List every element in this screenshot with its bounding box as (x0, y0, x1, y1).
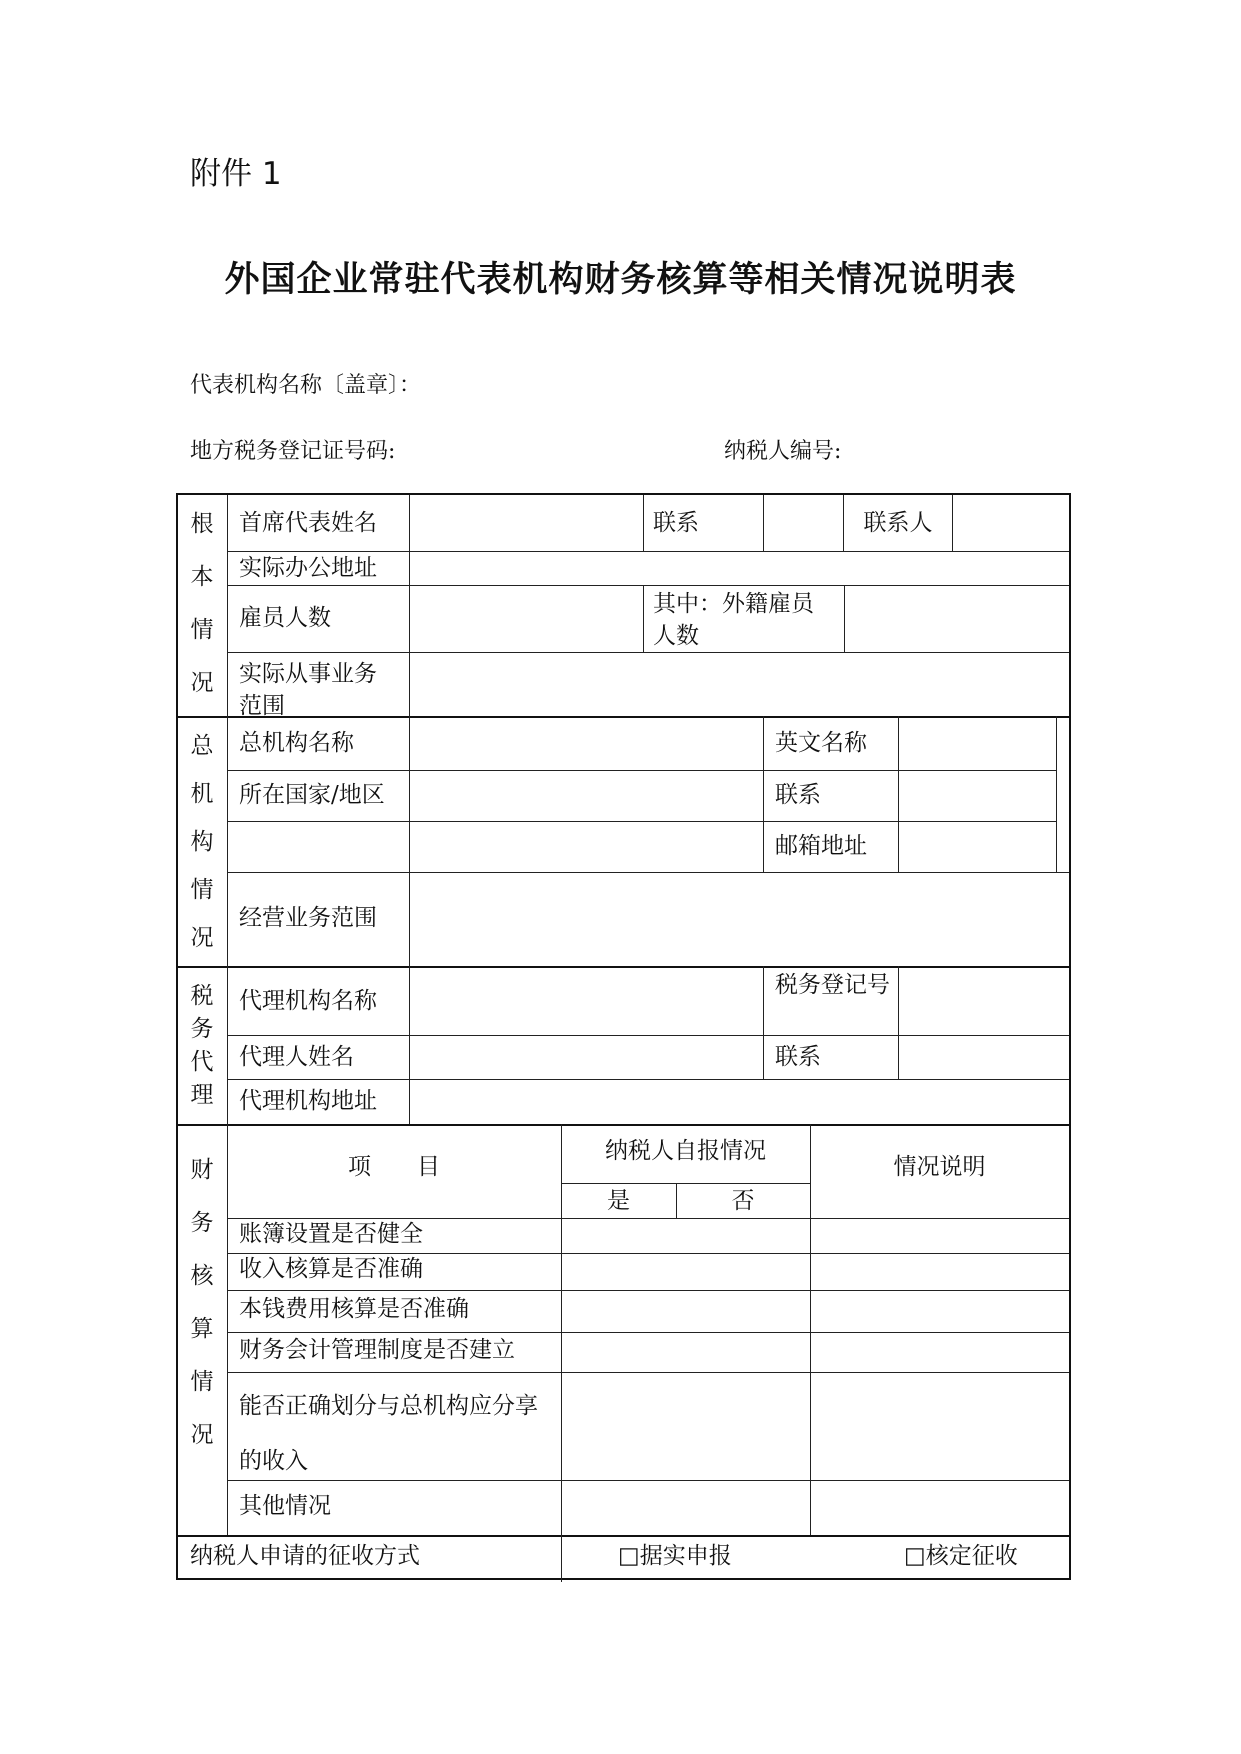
row-line (227, 652, 1069, 653)
finance-col-no: 否 (731, 1188, 755, 1214)
hq-email-label: 邮箱地址 (775, 833, 867, 859)
option-actual-declaration[interactable]: □据实申报 (618, 1543, 732, 1569)
contact-label: 联系 (653, 510, 699, 536)
col-line (763, 966, 764, 1079)
row-line (227, 1035, 1069, 1036)
section-divider (178, 966, 1069, 968)
document-title: 外国企业常驻代表机构财务核算等相关情况说明表 (224, 260, 1017, 300)
employee-count-label: 雇员人数 (239, 605, 331, 631)
row-line (227, 1079, 1069, 1080)
row-line (561, 1183, 810, 1184)
org-name-field: 代表机构名称〔盖章〕： (190, 373, 422, 398)
hq-name-label: 总机构名称 (239, 730, 354, 756)
col-line (227, 495, 228, 1535)
finance-row-accounting-system: 财务会计管理制度是否建立 (239, 1337, 515, 1363)
taxpayer-number-field: 纳税人编号: (724, 439, 842, 464)
office-address-label: 实际办公地址 (239, 555, 377, 581)
col-line (843, 495, 844, 551)
finance-row-income: 收入核算是否准确 (239, 1256, 423, 1282)
finance-row-books: 账簿设置是否健全 (239, 1221, 423, 1247)
finance-row-cost: 本钱费用核算是否准确 (239, 1296, 469, 1322)
chief-rep-label: 首席代表姓名 (239, 510, 377, 536)
col-line (409, 495, 410, 1124)
section-label-basic: 根 本 情 况 (190, 511, 214, 696)
hq-english-name-label: 英文名称 (775, 730, 867, 756)
row-line (227, 1290, 1069, 1291)
finance-col-yes: 是 (607, 1188, 630, 1214)
row-line (227, 770, 1057, 771)
col-line (763, 716, 764, 872)
business-scope-label: 实际从事业务范围 (239, 661, 377, 719)
col-line (898, 966, 899, 1079)
attachment-label: 附件 1 (190, 156, 282, 192)
collection-method-label: 纳税人申请的征收方式 (190, 1543, 420, 1569)
tax-cert-field: 地方税务登记证号码: (190, 439, 396, 464)
col-line (844, 585, 845, 652)
col-line (643, 495, 644, 551)
row-line (227, 821, 1057, 822)
finance-row-other: 其他情况 (239, 1493, 331, 1519)
finance-col-item: 项 目 (348, 1154, 440, 1180)
section-divider (178, 1124, 1069, 1126)
agent-name-label: 代理机构名称 (239, 988, 377, 1014)
info-form-table (176, 493, 1071, 1580)
col-line (643, 585, 644, 652)
hq-country-label: 所在国家/地区 (239, 782, 385, 808)
foreign-employee-label: 其中：外籍雇员人数 (653, 591, 814, 649)
col-line (952, 495, 953, 551)
section-divider (178, 1535, 1069, 1537)
finance-col-self-report: 纳税人自报情况 (605, 1138, 766, 1164)
section-label-finance: 财 务 核 算 情 况 (190, 1157, 214, 1448)
row-line (227, 585, 1069, 586)
row-line (227, 1332, 1069, 1333)
hq-scope-label: 经营业务范围 (239, 905, 377, 931)
agent-person-label: 代理人姓名 (239, 1044, 354, 1070)
col-line (810, 1124, 811, 1535)
col-line (763, 495, 764, 551)
finance-col-desc: 情况说明 (893, 1154, 986, 1180)
col-line (1056, 716, 1057, 872)
agent-address-label: 代理机构地址 (239, 1088, 377, 1114)
row-line (227, 1372, 1069, 1373)
contact-person-label: 联系人 (863, 510, 933, 536)
section-label-hq: 总 机 构 情 况 (190, 733, 214, 951)
row-line (227, 872, 1069, 873)
agent-contact-label: 联系 (775, 1044, 821, 1070)
agent-tax-reg-label: 税务登记号 (775, 972, 890, 998)
option-assessed-collection[interactable]: □核定征收 (904, 1543, 1018, 1569)
hq-contact-label: 联系 (775, 782, 821, 808)
col-line (898, 716, 899, 872)
finance-row-income-split: 能否正确划分与总机构应分享的收入 (239, 1393, 538, 1474)
section-label-agent: 税 务 代 理 (190, 983, 214, 1108)
